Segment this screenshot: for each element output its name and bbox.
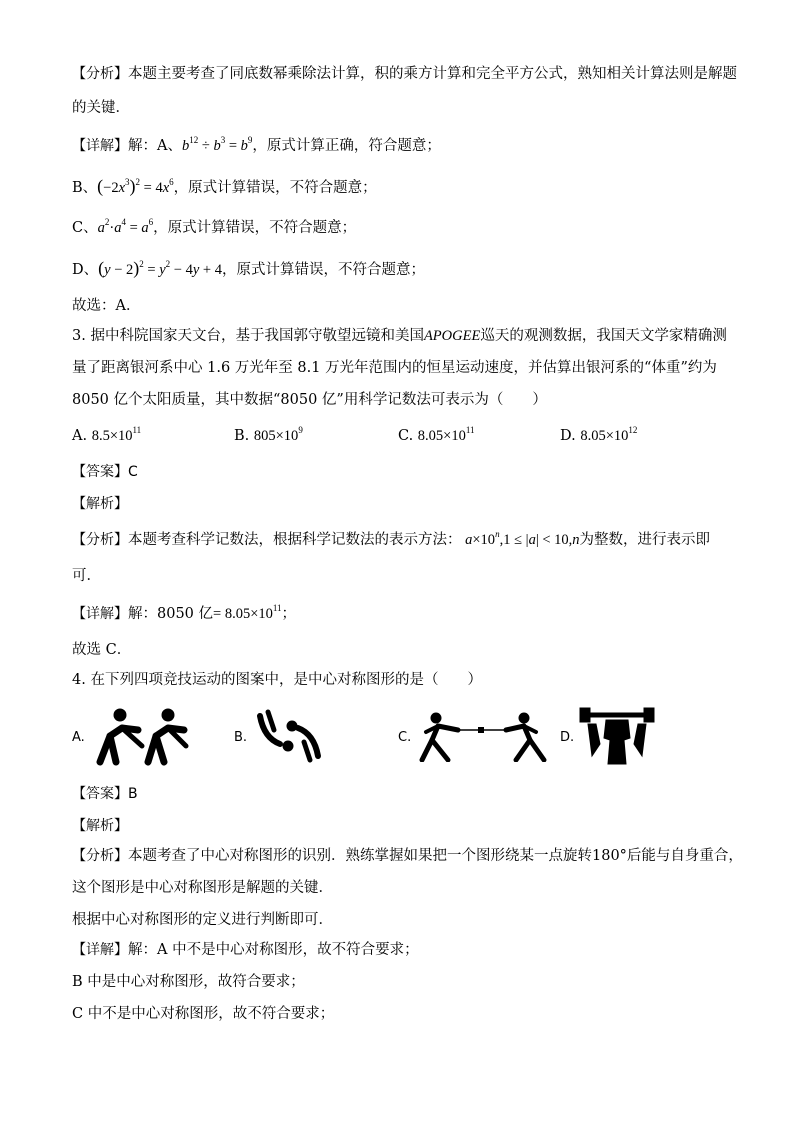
q4-detail-b: B 中是中心对称图形，故符合要求； bbox=[72, 974, 305, 990]
q3-analysis-line2: 可． bbox=[72, 568, 101, 584]
q4-detail-a-text: 解：A 中不是中心对称图形，故不符合要求； bbox=[128, 942, 419, 958]
detail-d-suffix: ，原式计算错误，不符合题意； bbox=[221, 262, 425, 278]
detail-tag: 【详解】 bbox=[72, 942, 128, 958]
q3-choice: 故选 C． bbox=[72, 642, 132, 658]
detail-c-suffix: ，原式计算错误，不符合题意； bbox=[153, 220, 357, 236]
q2-analysis-line2: 的关键． bbox=[72, 100, 130, 116]
q4-stem: 4. 在下列四项竞技运动的图案中，是中心对称图形的是（ ） bbox=[72, 672, 482, 688]
detail-tag: 【详解】 bbox=[72, 606, 128, 622]
detail-c-prefix: C、 bbox=[72, 220, 98, 236]
q3-analysis-text1: 本题考查科学记数法，根据科学记数法的表示方法： bbox=[128, 532, 462, 548]
q4-explain-tag: 【解析】 bbox=[72, 818, 128, 834]
q4-analysis-line2: 这个图形是中心对称图形是解题的关键． bbox=[72, 880, 333, 896]
q3-stem-line2: 量了距离银河系中心 1.6 万光年至 8.1 万光年范围内的恒星运动速度，并估算出银河系的“体重”约为 bbox=[72, 360, 717, 376]
taekwondo-pictogram bbox=[254, 708, 324, 764]
analysis-tag: 【分析】 bbox=[72, 66, 128, 82]
detail-a-suffix: ，原式计算正确，符合题意； bbox=[252, 138, 441, 154]
q4-analysis-line1 bbox=[72, 846, 743, 866]
option-c-label: C. bbox=[398, 428, 414, 444]
q3-detail-text: 解：8050 亿 bbox=[128, 606, 214, 622]
formula-c: $a^2\cdot a^4 = a^6$ bbox=[97, 217, 154, 236]
option-d-label: D. bbox=[560, 428, 576, 444]
q3-stem-part1: 3. 据中科院国家天文台，基于我国郭守敬望远镜和美国 bbox=[72, 328, 424, 344]
detail-b-prefix: B、 bbox=[72, 180, 98, 196]
q3-detail bbox=[72, 604, 296, 624]
formula-a: $b^{12} \div b^3 = b^9$ bbox=[181, 135, 253, 154]
q2-detail-c bbox=[72, 218, 356, 238]
q4-detail-c: C 中不是中心对称图形，故不符合要求； bbox=[72, 1006, 335, 1022]
option-a-value: $8.5\times 10^{11}$ bbox=[91, 425, 142, 444]
weightlifting-pictogram bbox=[578, 706, 656, 766]
q4-option-b-label: B. bbox=[234, 730, 248, 745]
q2-choice: 故选：A． bbox=[72, 298, 141, 314]
detail-a-prefix: 解：A、 bbox=[128, 138, 182, 154]
option-c-value: $8.05\times 10^{11}$ bbox=[417, 425, 475, 444]
q3-explain-tag: 【解析】 bbox=[72, 496, 128, 512]
q4-detail-a bbox=[72, 940, 419, 960]
q2-detail-a bbox=[72, 136, 441, 156]
formula-b: $(-2x^3)^2 = 4x^6$ bbox=[97, 176, 174, 196]
option-b-label: B. bbox=[234, 428, 250, 444]
option-a-label: A. bbox=[72, 428, 88, 444]
tug-of-war-pictogram bbox=[418, 710, 548, 762]
wrestling-pictogram bbox=[92, 706, 192, 766]
q3-analysis-tail: 为整数，进行表示即 bbox=[579, 532, 711, 548]
q4-answer: 【答案】B bbox=[72, 786, 138, 802]
detail-d-prefix: D、 bbox=[72, 262, 99, 278]
q3-stem-line1 bbox=[72, 326, 727, 346]
q3-option-a bbox=[72, 426, 141, 446]
formula-d: $(y - 2)^2 = y^2 - 4y + 4$ bbox=[98, 258, 222, 278]
q3-detail-formula: = $8.05\times 10^{11}$； bbox=[213, 603, 297, 622]
q4-option-d-label: D. bbox=[560, 730, 575, 745]
q3-analysis-line1 bbox=[72, 530, 710, 550]
q3-option-c bbox=[398, 426, 475, 446]
sci-notation-form: $a\times 10^n,1 \le |a| < 10,n$ bbox=[461, 529, 580, 548]
analysis-tag: 【分析】 bbox=[72, 848, 128, 864]
apogee-term: APOGEE bbox=[423, 328, 481, 344]
q4-option-c-label: C. bbox=[398, 730, 412, 745]
q3-stem-line3: 8050 亿个太阳质量，其中数据“8050 亿”用科学记数法可表示为（ ） bbox=[72, 392, 547, 408]
detail-b-suffix: ，原式计算错误，不符合题意； bbox=[173, 180, 377, 196]
q2-analysis-line1 bbox=[72, 64, 737, 84]
q3-option-d bbox=[560, 426, 637, 446]
analysis-tag: 【分析】 bbox=[72, 532, 128, 548]
q2-analysis-text1: 本题主要考查了同底数幂乘除法计算，积的乘方计算和完全平方公式，熟知相关计算法则是解题 bbox=[128, 66, 737, 82]
detail-tag: 【详解】 bbox=[72, 138, 128, 154]
q4-analysis-text1: 本题考查了中心对称图形的识别．熟练掌握如果把一个图形绕某一点旋转180°后能与自身重合， bbox=[128, 848, 743, 864]
q3-option-b bbox=[234, 426, 303, 446]
q3-answer: 【答案】C bbox=[72, 464, 138, 480]
q2-detail-d bbox=[72, 258, 425, 280]
q2-detail-b bbox=[72, 176, 377, 198]
q3-stem-part2: 巡天的观测数据，我国天文学家精确测 bbox=[480, 328, 727, 344]
option-b-value: $805\times 10^9$ bbox=[253, 425, 303, 444]
option-d-value: $8.05\times 10^{12}$ bbox=[580, 425, 638, 444]
q4-option-a-label: A. bbox=[72, 730, 85, 745]
q4-analysis-line3: 根据中心对称图形的定义进行判断即可． bbox=[72, 912, 333, 928]
